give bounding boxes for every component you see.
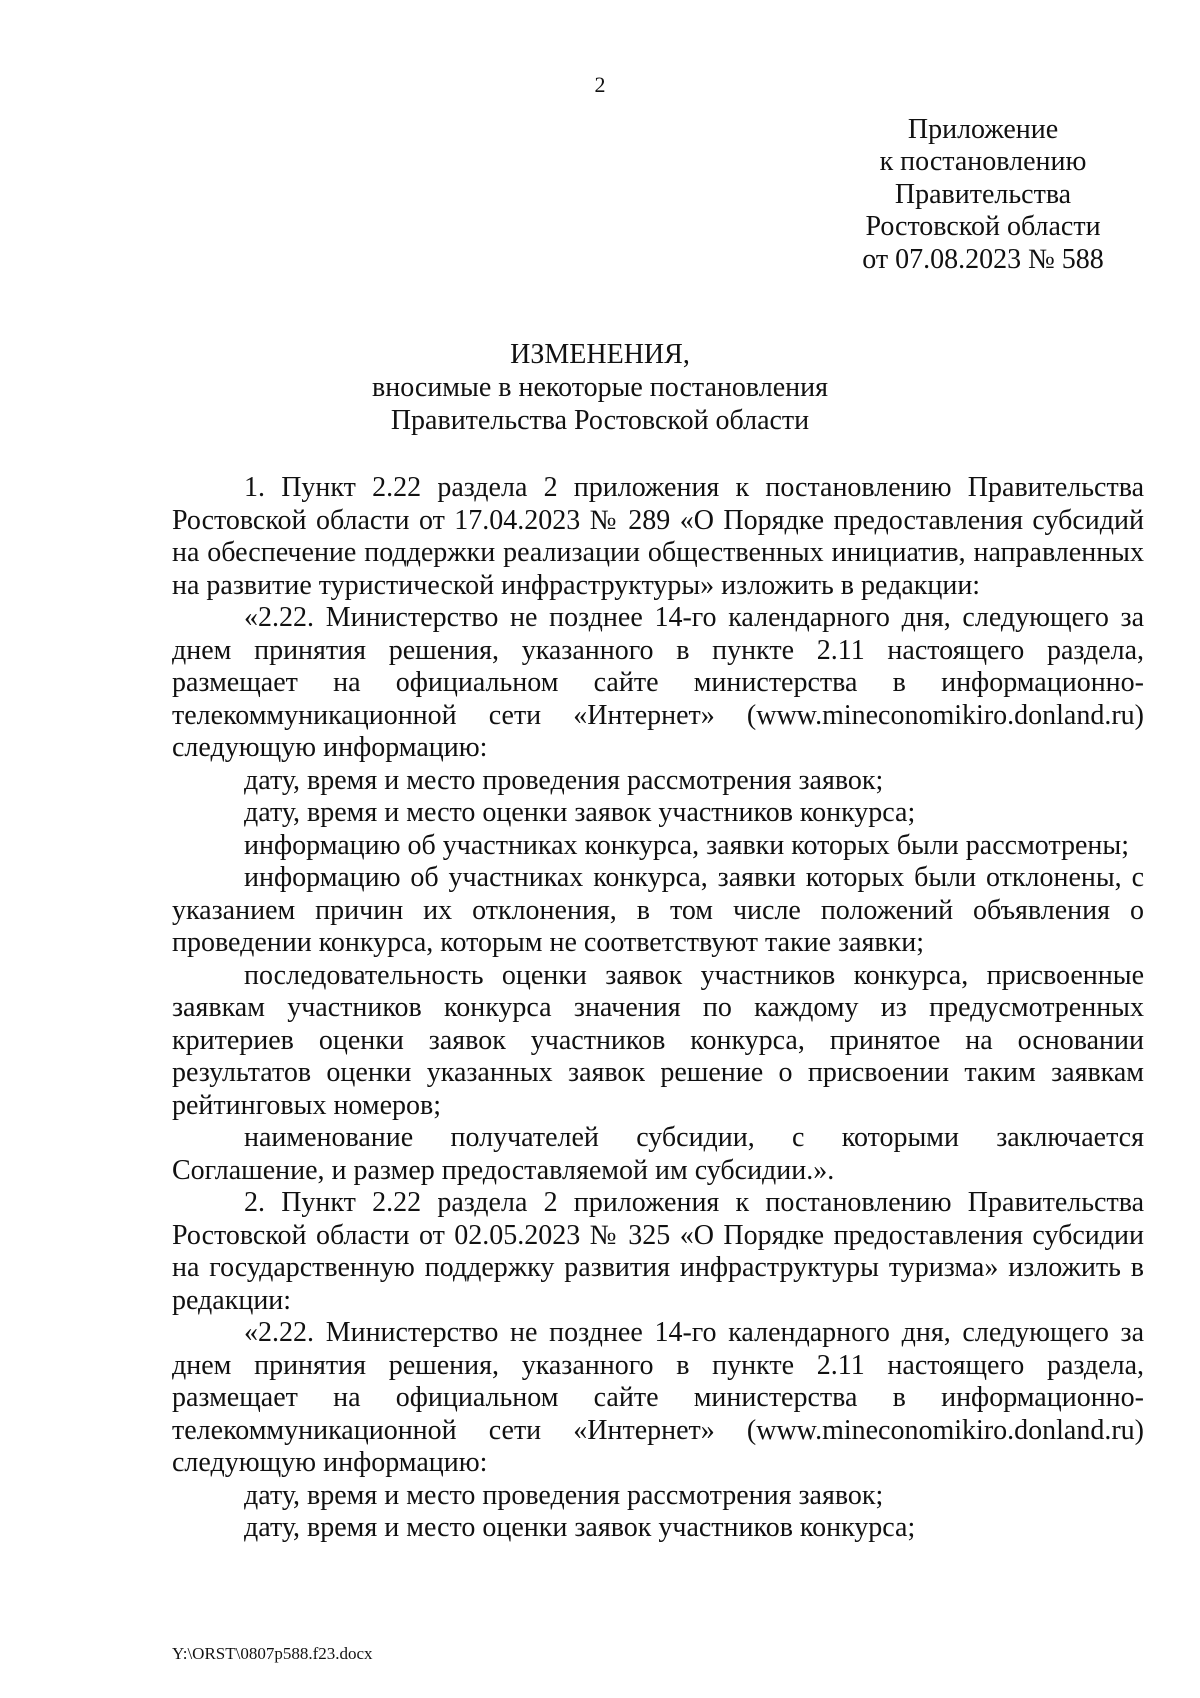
paragraph-8: наименование получателей субсидии, с которыми заключается Соглашение, и размер предоставляемой им субсидии.». [172, 1122, 1144, 1186]
document-title [0, 338, 1200, 437]
document-body [172, 472, 1144, 1545]
attachment-block [838, 114, 1128, 276]
title-heading: ИЗМЕНЕНИЯ, [510, 339, 690, 370]
paragraph-5: информацию об участниках конкурса, заявки которых были рассмотрены; [244, 829, 1129, 861]
footer-file-path: Y:\ORST\0807p588.f23.docx [172, 1644, 373, 1663]
title-subtitle-1: вносимые в некоторые постановления [371, 372, 829, 403]
paragraph-7: последовательность оценки заявок участников конкурса, присвоенные заявкам участников конкурса значения по каждому из предусмотренных критериев оценки заявок участников конкурса, принятое на основании результатов оценки указанных заявок решение о присвоении таким заявкам рейтинговых номеров; [172, 959, 1144, 1121]
title-subtitle-2: Правительства Ростовской области [390, 405, 810, 436]
attachment-line-3: Правительства [894, 178, 1072, 210]
paragraph-1: 1. Пункт 2.22 раздела 2 приложения к постановлению Правительства Ростовской области от 17.04.2023 № 289 «О Порядке предоставления субсидий на обеспечение поддержки реализации общественных инициатив, направленных на развитие туристической инфраструктуры» изложить в редакции: [172, 472, 1144, 601]
paragraph-6: информацию об участниках конкурса, заявки которых были отклонены, с указанием причин их отклонения, в том числе положений объявления о проведении конкурса, которым не соответствуют такие заявки; [172, 862, 1144, 958]
paragraph-12: дату, время и место оценки заявок участников конкурса; [244, 1512, 916, 1543]
paragraph-3: дату, время и место проведения рассмотрения заявок; [244, 764, 884, 796]
paragraph-2: «2.22. Министерство не позднее 14-го календарного дня, следующего за днем принятия решения, указанного в пункте 2.11 настоящего раздела, размещает на официальном сайте министерства в информационно-телекоммуникационной сети «Интернет» (www.mineconomikiro.donland.ru) следующую информацию: [172, 602, 1144, 763]
page-number: 2 [594, 72, 606, 97]
attachment-line-5: от 07.08.2023 № 588 [862, 243, 1104, 275]
attachment-line-2: к постановлению [879, 146, 1087, 178]
attachment-line-1: Приложение [907, 114, 1059, 145]
attachment-line-4: Ростовской области [865, 211, 1101, 243]
paragraph-10: «2.22. Министерство не позднее 14-го календарного дня, следующего за днем принятия решения, указанного в пункте 2.11 настоящего раздела, размещает на официальном сайте министерства в информационно-телекоммуникационной сети «Интернет» (www.mineconomikiro.donland.ru) следующую информацию: [172, 1317, 1144, 1478]
paragraph-11: дату, время и место проведения рассмотрения заявок; [244, 1479, 884, 1511]
paragraph-4: дату, время и место оценки заявок участников конкурса; [244, 797, 916, 828]
paragraph-9: 2. Пункт 2.22 раздела 2 приложения к постановлению Правительства Ростовской области от 02.05.2023 № 325 «О Порядке предоставления субсидии на государственную поддержку развития инфраструктуры туризма» изложить в редакции: [172, 1187, 1144, 1316]
